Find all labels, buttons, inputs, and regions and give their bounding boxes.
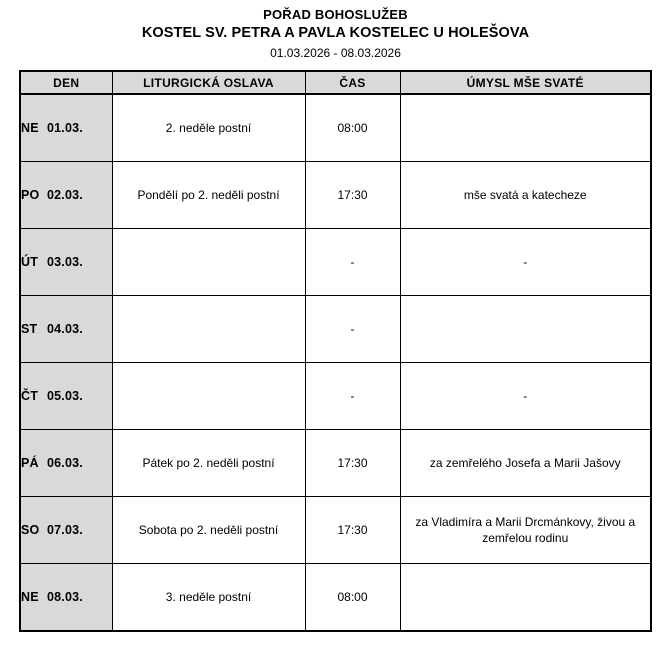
intent-cell <box>400 564 651 632</box>
table-header-row <box>20 71 651 94</box>
time-cell: - <box>305 363 400 430</box>
table-row <box>20 497 651 564</box>
liturgy-cell <box>112 229 305 296</box>
table-row <box>20 162 651 229</box>
day-of-week: PO <box>21 188 40 202</box>
intent-cell <box>400 94 651 162</box>
day-date: 02.03. <box>47 188 83 202</box>
time-cell: 08:00 <box>305 94 400 162</box>
day-of-week: SO <box>21 523 40 537</box>
day-date: 01.03. <box>47 121 83 135</box>
day-of-week: ČT <box>21 389 39 403</box>
intent-cell: - <box>400 363 651 430</box>
day-cell <box>20 229 112 296</box>
liturgy-cell <box>112 296 305 363</box>
day-date: 08.03. <box>47 590 83 604</box>
intent-cell: za Vladimíra a Marii Drcmánkovy, živou a zemřelou rodinu <box>400 497 651 564</box>
liturgy-cell: Sobota po 2. neděli postní <box>112 497 305 564</box>
time-cell: - <box>305 296 400 363</box>
column-header-time: ČAS <box>305 71 400 94</box>
time-cell: 08:00 <box>305 564 400 632</box>
day-date: 07.03. <box>47 523 83 537</box>
schedule-table-wrapper <box>19 70 652 632</box>
day-of-week: NE <box>21 121 39 135</box>
time-cell: 17:30 <box>305 430 400 497</box>
time-cell: 17:30 <box>305 162 400 229</box>
liturgy-cell <box>112 363 305 430</box>
schedule-table <box>19 70 652 632</box>
intent-cell: mše svatá a katecheze <box>400 162 651 229</box>
table-row <box>20 430 651 497</box>
day-cell <box>20 296 112 363</box>
liturgy-cell: 3. neděle postní <box>112 564 305 632</box>
day-cell <box>20 162 112 229</box>
liturgy-cell: Pondělí po 2. neděli postní <box>112 162 305 229</box>
table-row <box>20 564 651 632</box>
table-row <box>20 363 651 430</box>
time-cell: 17:30 <box>305 497 400 564</box>
table-row <box>20 94 651 162</box>
day-of-week: ÚT <box>21 255 39 269</box>
table-body <box>20 94 651 631</box>
day-date: 06.03. <box>47 456 83 470</box>
day-cell <box>20 94 112 162</box>
day-cell <box>20 497 112 564</box>
day-date: 05.03. <box>47 389 83 403</box>
table-row <box>20 296 651 363</box>
liturgy-cell: 2. neděle postní <box>112 94 305 162</box>
day-date: 04.03. <box>47 322 83 336</box>
day-of-week: PÁ <box>21 456 39 470</box>
column-header-liturgy: LITURGICKÁ OSLAVA <box>112 71 305 94</box>
table-row <box>20 229 651 296</box>
intent-cell: - <box>400 229 651 296</box>
document-header <box>0 0 671 61</box>
day-date: 03.03. <box>47 255 83 269</box>
time-cell: - <box>305 229 400 296</box>
date-range: 01.03.2026 - 08.03.2026 <box>270 46 401 60</box>
column-header-intent: ÚMYSL MŠE SVATÉ <box>400 71 651 94</box>
day-cell <box>20 564 112 632</box>
intent-cell <box>400 296 651 363</box>
intent-cell: za zemřelého Josefa a Marii Jašovy <box>400 430 651 497</box>
day-cell <box>20 363 112 430</box>
day-of-week: ST <box>21 322 38 336</box>
day-of-week: NE <box>21 590 39 604</box>
church-name: KOSTEL SV. PETRA A PAVLA KOSTELEC U HOLEŠOVA <box>141 25 530 41</box>
page-title: POŘAD BOHOSLUŽEB <box>263 7 408 22</box>
day-cell <box>20 430 112 497</box>
liturgy-cell: Pátek po 2. neděli postní <box>112 430 305 497</box>
column-header-day: DEN <box>20 71 112 94</box>
